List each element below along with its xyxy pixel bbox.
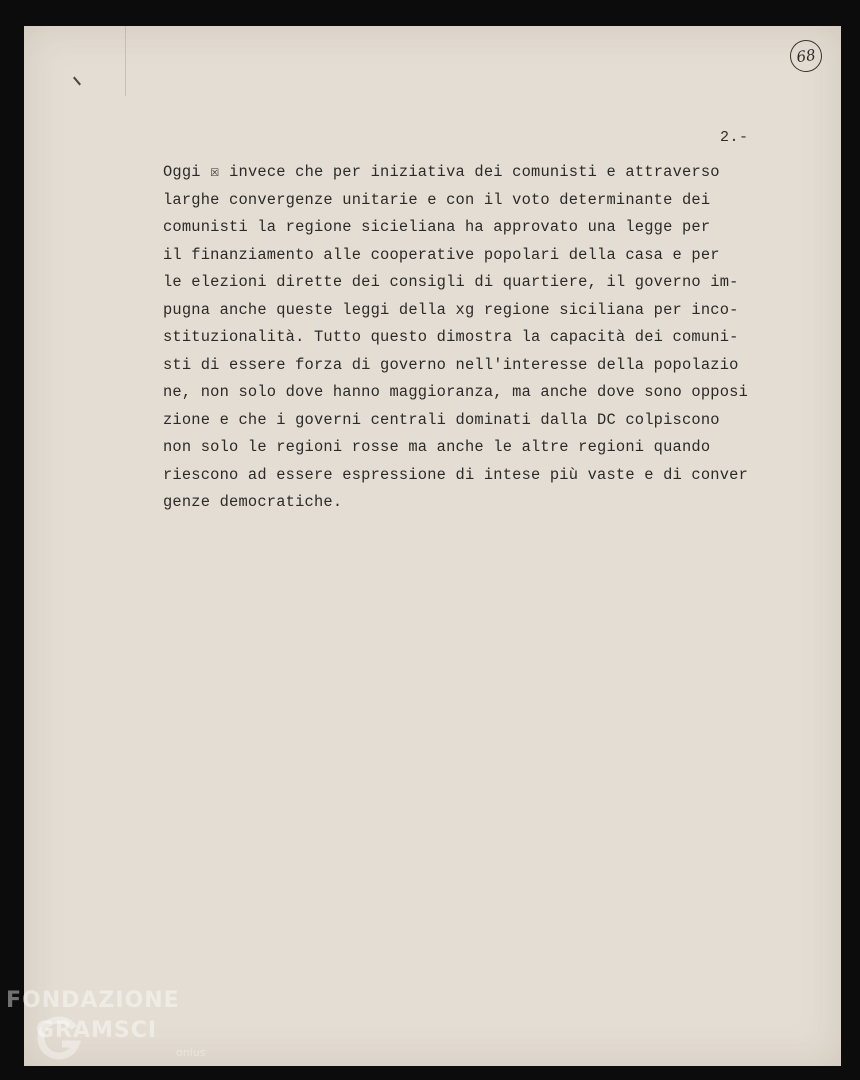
text-line: comunisti la regione sicieliana ha approvato una legge per	[163, 218, 711, 236]
text-line: non solo le regioni rosse ma anche le altre regioni quando	[163, 438, 711, 456]
logo-text-onlus: onlus	[176, 1046, 206, 1059]
text-line: pugna anche queste leggi della xg regione siciliana per inco-	[163, 300, 739, 319]
logo-text-gramsci: GRAMSCI	[36, 1018, 158, 1043]
paper-crease	[125, 26, 126, 96]
text-line: zione e che i governi centrali dominati dalla DC colpiscono	[163, 410, 720, 429]
typewritten-body	[163, 159, 823, 517]
text-line: genze democratiche.	[163, 493, 343, 511]
page-number: 2.-	[720, 129, 749, 146]
text-line: ne, non solo dove hanno maggioranza, ma anche dove sono opposi	[163, 383, 749, 401]
text-line: riescono ad essere espressione di intese più vaste e di conver	[163, 465, 749, 484]
text-line: le elezioni dirette dei consigli di quartiere, il governo im-	[163, 273, 739, 291]
text-line: Oggi ☒ invece che per iniziativa dei comunisti e attraverso	[163, 163, 720, 181]
text-line: il finanziamento alle cooperative popolari della casa e per	[163, 245, 720, 264]
text-line: sti di essere forza di governo nell'interesse della popolazio	[163, 355, 739, 374]
text-line: stituzionalità. Tutto questo dimostra la capacità dei comuni-	[163, 328, 739, 346]
text-line: larghe convergenze unitarie e con il voto determinante dei	[163, 190, 711, 209]
document-page	[24, 26, 841, 1066]
paper-mark	[73, 77, 81, 86]
archive-page-number-circled: 68	[788, 38, 824, 74]
logo-text-fondazione: FONDAZIONE	[6, 988, 180, 1013]
